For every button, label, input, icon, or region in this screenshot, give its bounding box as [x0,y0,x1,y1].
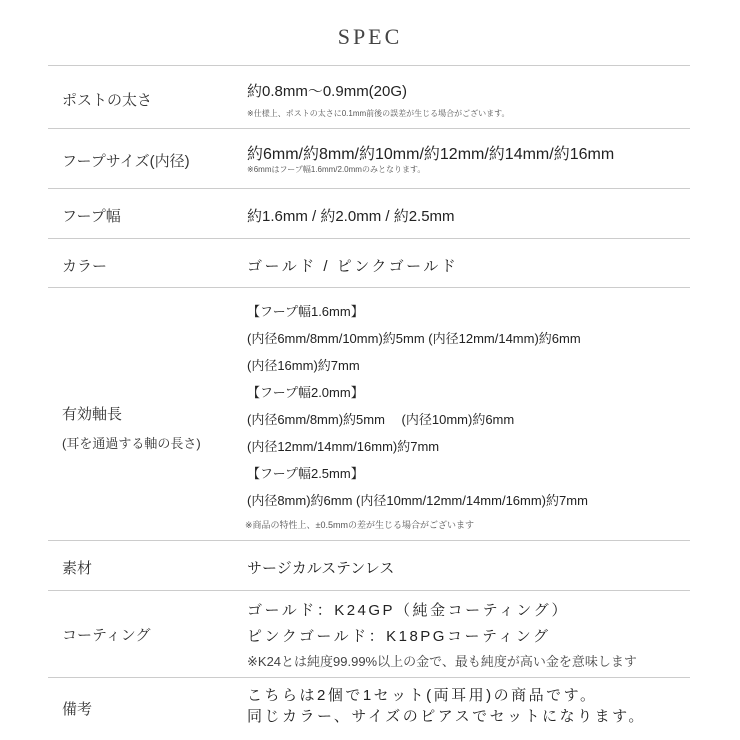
row-note: ※商品の特性上、±0.5mmの差が生じる場合がございます [245,520,474,530]
line: 同じカラー、サイズのピアスでセットになります。 [247,708,646,725]
line: (内径16mm)約7mm [247,358,360,373]
spec-row-post [48,65,690,128]
row-value: ゴールド / ピンクゴールド [247,258,459,275]
row-value: 約1.6mm / 約2.0mm / 約2.5mm [247,208,455,225]
line: こちらは2個で1セット(両耳用)の商品です。 [247,687,598,704]
row-label: 備考 [62,701,93,718]
spec-row-hoop-width [48,188,690,238]
line: (内径6mm/8mm/10mm)約5mm (内径12mm/14mm)約6mm [247,331,581,346]
line: 【フープ幅2.5mm】 [247,466,364,481]
row-value: サージカルステンレス [247,560,395,577]
row-label: フープ幅 [62,208,121,225]
spec-row-coating [48,590,690,677]
row-value: 約6mm/約8mm/約10mm/約12mm/約14mm/約16mm [247,146,615,163]
spec-row-effective-length [48,287,690,540]
line: (内径8mm)約6mm (内径10mm/12mm/14mm/16mm)約7mm [247,493,588,508]
page-title: SPEC [337,24,403,49]
line: ゴールド：K24GP（純金コーティング） [247,602,570,619]
row-label: 素材 [62,560,93,577]
spec-row-hoop-size [48,128,690,188]
line: (内径12mm/14mm/16mm)約7mm [247,439,440,454]
row-label: ポストの太さ [62,92,153,109]
line: 【フープ幅1.6mm】 [247,304,364,319]
row-note: ※仕様上、ポストの太さに0.1mm前後の誤差が生じる場合がございます。 [247,109,510,118]
line: 【フープ幅2.0mm】 [247,385,364,400]
row-label: カラー [62,258,108,275]
row-sublabel: (耳を通過する軸の長さ) [62,436,201,451]
row-label: 有効軸長 [62,406,123,423]
row-label: コーティング [62,627,151,644]
row-note: ※K24とは純度99.99%以上の金で、最も純度が高い金を意味します [247,654,637,669]
row-note: ※6mmはフープ幅1.6mm/2.0mmのみとなります。 [247,165,426,174]
line: (内径6mm/8mm)約5mm (内径10mm)約6mm [247,412,515,427]
spec-row-remarks [48,677,690,740]
spec-row-color [48,238,690,287]
row-lines [247,298,588,514]
row-label: フープサイズ(内径) [62,153,190,170]
row-lines [247,685,646,727]
row-value: 約0.8mm〜0.9mm(20G) [247,83,408,100]
row-lines [247,598,569,650]
line: ピンクゴールド：K18PGコーティング [247,628,551,645]
spec-row-material [48,540,690,590]
